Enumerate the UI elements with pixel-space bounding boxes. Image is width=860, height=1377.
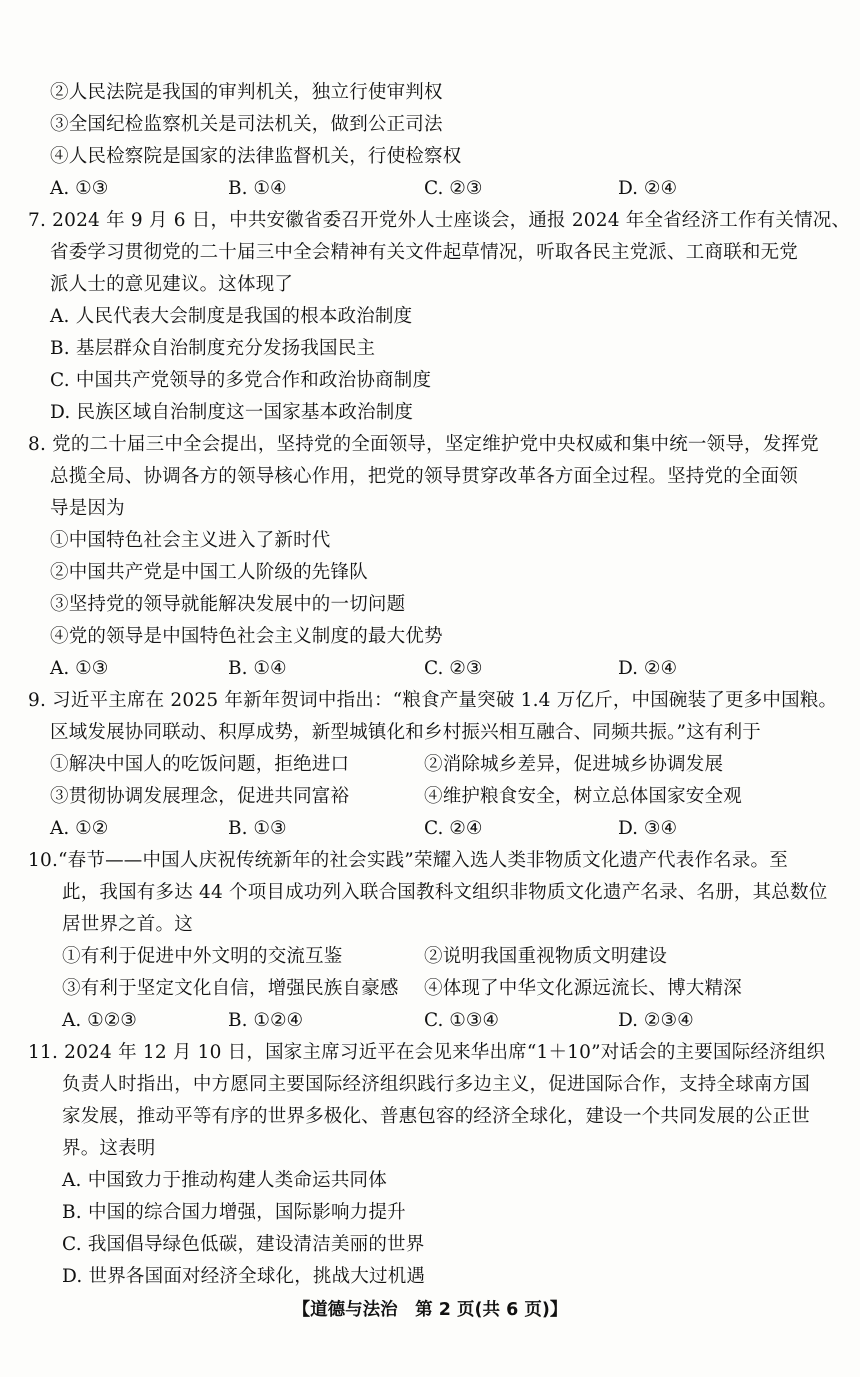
q8-stem-line2: 总揽全局、协调各方的领导核心作用，把党的领导贯穿改革各方面全过程。坚持党的全面领	[50, 466, 799, 487]
q9-stem-line1: 9. 习近平主席在 2025 年新年贺词中指出：“粮食产量突破 1.4 万亿斤，中国碗装了更多中国粮。	[28, 690, 838, 711]
q9-choice-b: B. ①③	[228, 818, 287, 839]
q11-stem-line4: 界。这表明	[62, 1138, 156, 1159]
q6-choice-c: C. ②③	[424, 178, 483, 199]
q7-choice-d: D. 民族区域自治制度这一国家基本政治制度	[50, 402, 414, 423]
q9-item-2: ②消除城乡差异，促进城乡协调发展	[424, 754, 724, 775]
q6-choice-b: B. ①④	[228, 178, 287, 199]
q8-choice-c: C. ②③	[424, 658, 483, 679]
q10-stem-line1: 10.“春节——中国人庆祝传统新年的社会实践”荣耀入选人类非物质文化遗产代表作名录。至	[28, 850, 788, 871]
q11-stem-line3: 家发展，推动平等有序的世界多极化、普惠包容的经济全球化，建设一个共同发展的公正世	[62, 1106, 811, 1127]
q11-choice-d: D. 世界各国面对经济全球化，挑战大过机遇	[62, 1266, 426, 1287]
q10-stem-line2: 此，我国有多达 44 个项目成功列入联合国教科文组织非物质文化遗产名录、名册，其总数位	[62, 882, 828, 903]
q6-choice-d: D. ②④	[618, 178, 678, 199]
q9-choice-d: D. ③④	[618, 818, 678, 839]
q6-item-2: ②人民法院是我国的审判机关，独立行使审判权	[50, 82, 443, 103]
q9-stem-line2: 区域发展协同联动、积厚成势，新型城镇化和乡村振兴相互融合、同频共振。”这有利于	[50, 722, 762, 743]
q10-choice-a: A. ①②③	[62, 1010, 137, 1031]
q8-choice-a: A. ①③	[50, 658, 109, 679]
q11-stem-line2: 负责人时指出，中方愿同主要国际经济组织践行多边主义，促进国际合作，支持全球南方国	[62, 1074, 811, 1095]
q6-item-3: ③全国纪检监察机关是司法机关，做到公正司法	[50, 114, 443, 135]
q11-choice-c: C. 我国倡导绿色低碳，建设清洁美丽的世界	[62, 1234, 425, 1255]
q10-item-4: ④体现了中华文化源远流长、博大精深	[424, 978, 742, 999]
q10-choice-b: B. ①②④	[228, 1010, 304, 1031]
q8-item-1: ①中国特色社会主义进入了新时代	[50, 530, 331, 551]
q7-choice-a: A. 人民代表大会制度是我国的根本政治制度	[50, 306, 413, 327]
q11-choice-b: B. 中国的综合国力增强，国际影响力提升	[62, 1202, 406, 1223]
q7-stem-line1: 7. 2024 年 9 月 6 日，中共安徽省委召开党外人士座谈会，通报 2024 年全省经济工作有关情况、	[28, 210, 851, 231]
q9-item-3: ③贯彻协调发展理念，促进共同富裕	[50, 786, 350, 807]
q8-choice-d: D. ②④	[618, 658, 678, 679]
q6-choice-a: A. ①③	[50, 178, 109, 199]
q10-choice-d: D. ②③④	[618, 1010, 694, 1031]
q10-item-3: ③有利于坚定文化自信，增强民族自豪感	[62, 978, 399, 999]
q8-item-2: ②中国共产党是中国工人阶级的先锋队	[50, 562, 368, 583]
q9-choice-a: A. ①②	[50, 818, 109, 839]
q6-item-4: ④人民检察院是国家的法律监督机关，行使检察权	[50, 146, 462, 167]
q8-stem-line1: 8. 党的二十届三中全会提出，坚持党的全面领导，坚定维护党中央权威和集中统一领导，发挥党	[28, 434, 819, 455]
q10-item-1: ①有利于促进中外文明的交流互鉴	[62, 946, 343, 967]
q10-stem-line3: 居世界之首。这	[62, 914, 193, 935]
q7-stem-line3: 派人士的意见建议。这体现了	[50, 274, 294, 295]
q8-stem-line3: 导是因为	[50, 498, 125, 519]
q10-item-2: ②说明我国重视物质文明建设	[424, 946, 668, 967]
page-footer: 【道德与法治 第 2 页(共 6 页)】	[292, 1300, 568, 1320]
q7-stem-line2: 省委学习贯彻党的二十届三中全会精神有关文件起草情况，听取各民主党派、工商联和无党	[50, 242, 799, 263]
q10-choice-c: C. ①③④	[424, 1010, 500, 1031]
q8-item-3: ③坚持党的领导就能解决发展中的一切问题	[50, 594, 406, 615]
q9-choice-c: C. ②④	[424, 818, 483, 839]
q9-item-4: ④维护粮食安全，树立总体国家安全观	[424, 786, 742, 807]
q8-item-4: ④党的领导是中国特色社会主义制度的最大优势	[50, 626, 443, 647]
q9-item-1: ①解决中国人的吃饭问题，拒绝进口	[50, 754, 350, 775]
q11-choice-a: A. 中国致力于推动构建人类命运共同体	[62, 1170, 387, 1191]
q11-stem-line1: 11. 2024 年 12 月 10 日，国家主席习近平在会见来华出席“1＋10”对话会的主要国际经济组织	[28, 1042, 826, 1063]
q8-choice-b: B. ①④	[228, 658, 287, 679]
q7-choice-c: C. 中国共产党领导的多党合作和政治协商制度	[50, 370, 432, 391]
q7-choice-b: B. 基层群众自治制度充分发扬我国民主	[50, 338, 376, 359]
